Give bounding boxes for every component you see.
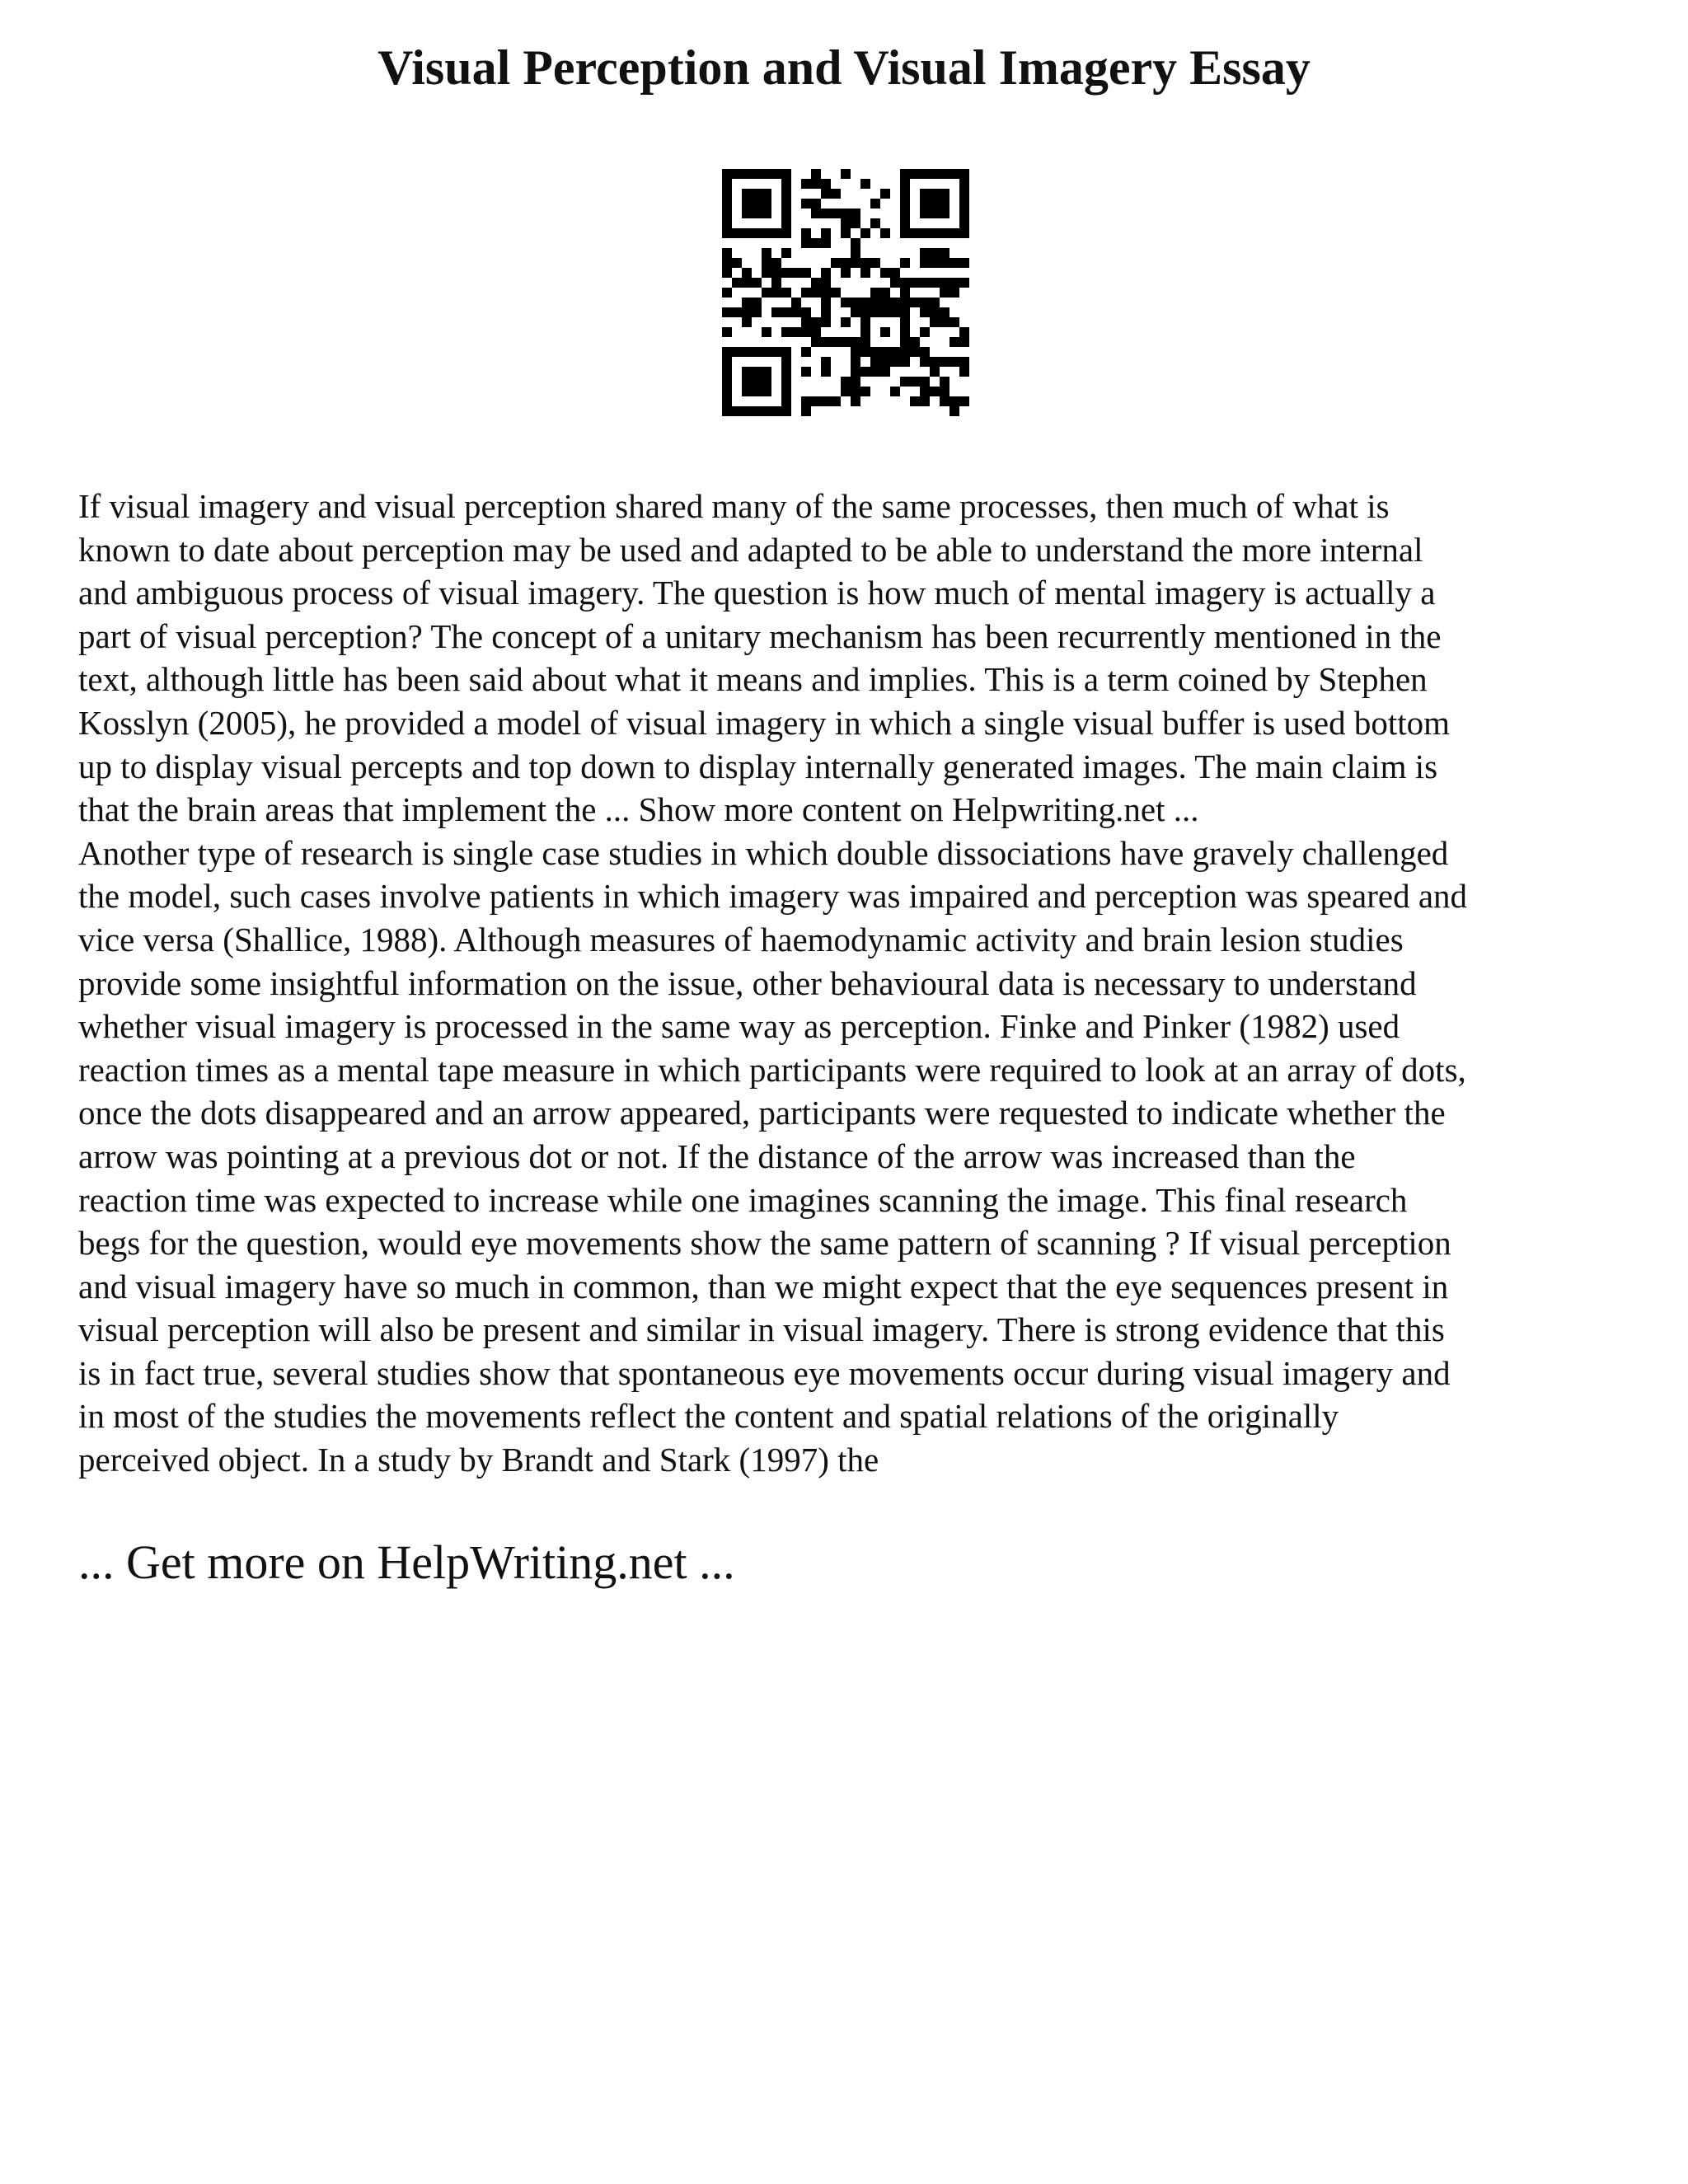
text-line: up to display visual percepts and top down to display internally generated images. The main claim is bbox=[78, 747, 1438, 785]
text-line: perceived object. In a study by Brandt and Stark (1997) the bbox=[78, 1441, 879, 1479]
text-line: begs for the question, would eye movements show the same pattern of scanning ? If visual perception bbox=[78, 1224, 1451, 1263]
text-line: provide some insightful information on the issue, other behavioural data is necessary to understand bbox=[78, 963, 1417, 1002]
get-more-link[interactable]: ... Get more on HelpWriting.net ... bbox=[78, 1535, 735, 1589]
qr-code-icon bbox=[722, 169, 969, 416]
text-line: text, although little has been said about what it means and implies. This is a term coined by Stephen bbox=[78, 660, 1428, 699]
paragraph-1 bbox=[78, 485, 1644, 832]
text-line: visual perception will also be present and similar in visual imagery. There is strong evidence that this bbox=[78, 1310, 1445, 1349]
text-line: and visual imagery have so much in common, than we might expect that the eye sequences present in bbox=[78, 1267, 1449, 1305]
essay-body bbox=[78, 485, 1644, 1482]
text-line: reaction time was expected to increase while one imagines scanning the image. This final research bbox=[78, 1180, 1408, 1219]
text-line: in most of the studies the movements reflect the content and spatial relations of the originally bbox=[78, 1397, 1339, 1436]
text-line: the model, such cases involve patients in which imagery was impaired and perception was speared and bbox=[78, 877, 1468, 916]
text-line: once the dots disappeared and an arrow appeared, participants were requested to indicate whether the bbox=[78, 1094, 1446, 1132]
text-line: Kosslyn (2005), he provided a model of visual imagery in which a single visual buffer is used bottom bbox=[78, 703, 1451, 742]
paragraph-2 bbox=[78, 832, 1644, 1482]
text-line: that the brain areas that implement the ... Show more content on Helpwriting.net ... bbox=[78, 790, 1199, 829]
text-line: reaction times as a mental tape measure in which participants were required to look at an array of dots, bbox=[78, 1050, 1466, 1089]
text-line: part of visual perception? The concept of a unitary mechanism has been recurrently mentioned in the bbox=[78, 616, 1442, 655]
text-line: and ambiguous process of visual imagery. The question is how much of mental imagery is actually a bbox=[78, 574, 1436, 612]
page-title: Visual Perception and Visual Imagery Essay bbox=[377, 40, 1311, 95]
text-line: arrow was pointing at a previous dot or not. If the distance of the arrow was increased than the bbox=[78, 1137, 1356, 1175]
text-line: is in fact true, several studies show that spontaneous eye movements occur during visual imagery and bbox=[78, 1353, 1451, 1392]
text-line: If visual imagery and visual perception shared many of the same processes, then much of what is bbox=[78, 487, 1390, 525]
text-line: known to date about perception may be used and adapted to be able to understand the more internal bbox=[78, 530, 1423, 569]
text-line: Another type of research is single case studies in which double dissociations have gravely challenged bbox=[78, 833, 1449, 872]
text-line: vice versa (Shallice, 1988). Although measures of haemodynamic activity and brain lesion studies bbox=[78, 920, 1404, 958]
text-line: whether visual imagery is processed in the same way as perception. Finke and Pinker (1982) used bbox=[78, 1007, 1400, 1046]
